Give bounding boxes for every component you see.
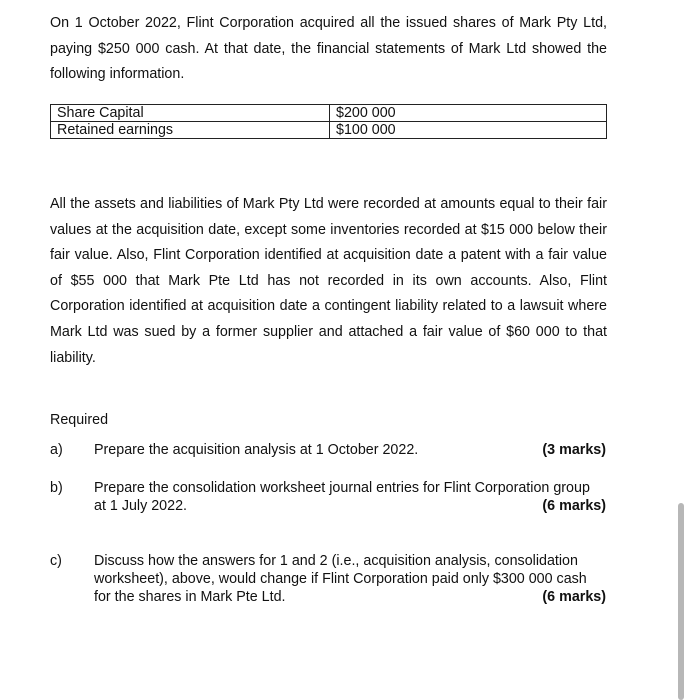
question-text [94, 552, 606, 606]
question-line: Prepare the consolidation worksheet journal entries for Flint Corporation group [94, 480, 590, 496]
question-line: Prepare the acquisition analysis at 1 October 2022. [94, 442, 419, 458]
required-heading: Required [50, 412, 109, 428]
question-last-line [94, 497, 606, 515]
question-line: worksheet), above, would change if Flint Corporation paid only $300 000 cash [94, 571, 587, 587]
equity-table [50, 104, 607, 139]
table-cell-label: Retained earnings [51, 122, 330, 139]
question-text [94, 479, 606, 515]
table-row [51, 122, 607, 139]
question-line: Discuss how the answers for 1 and 2 (i.e., acquisition analysis, consolidation [94, 553, 578, 569]
vertical-scrollbar[interactable] [678, 503, 684, 700]
marks-label: (6 marks) [542, 589, 606, 605]
details-paragraph: All the assets and liabilities of Mark Pty Ltd were recorded at amounts equal to their fair values at the acquisition date, except some inventories recorded at $15 000 below their fair value. Also, Flint Corporation identified at acquisition date a patent with a fair value of $55 000 that Mark Pte Ltd has not recorded in its own accounts. Also, Flint Corporation identified at acquisition date a contingent liability related to a lawsuit where Mark Ltd was sued by a former supplier and attached a fair value of $60 000 to that liability. [50, 196, 607, 366]
question-letter: c) [50, 553, 62, 569]
intro-paragraph: On 1 October 2022, Flint Corporation acquired all the issued shares of Mark Pty Ltd, paying $250 000 cash. At that date, the financial statements of Mark Ltd showed the following information. [50, 15, 607, 83]
marks-label: (3 marks) [542, 442, 606, 458]
question-line: for the shares in Mark Pte Ltd. [94, 589, 286, 605]
question-last-line [94, 588, 606, 606]
question-text [94, 441, 606, 459]
table-cell-value: $200 000 [330, 105, 607, 122]
table-row [51, 105, 607, 122]
question-letter: b) [50, 480, 63, 496]
question-letter: a) [50, 442, 63, 458]
marks-label: (6 marks) [542, 498, 606, 514]
question-line: at 1 July 2022. [94, 498, 187, 514]
table-cell-label: Share Capital [51, 105, 330, 122]
table-cell-value: $100 000 [330, 122, 607, 139]
question-last-line [94, 441, 606, 459]
